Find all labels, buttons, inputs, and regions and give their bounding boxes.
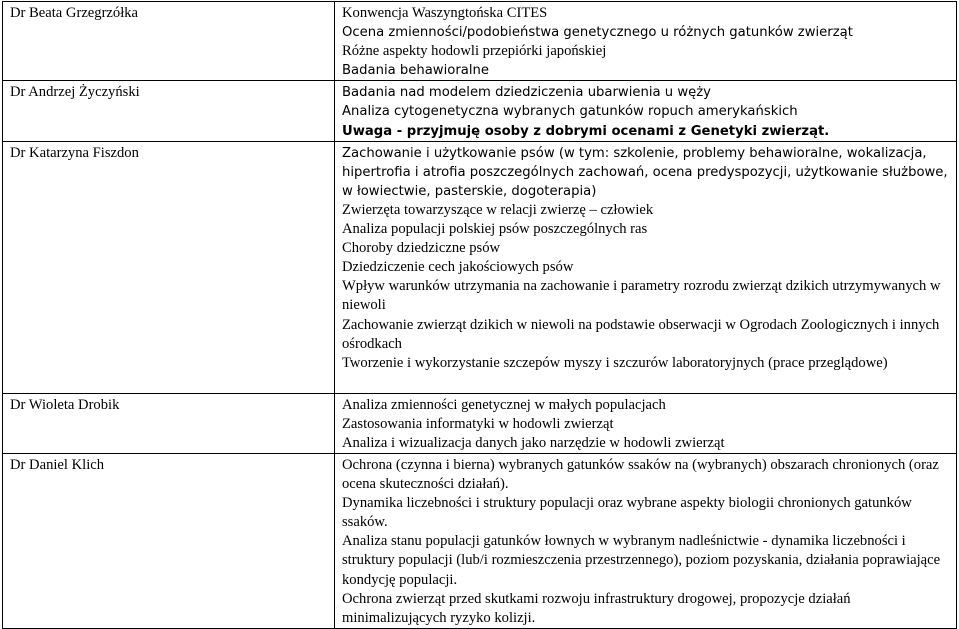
topic-item: Analiza cytogenetyczna wybranych gatunków ropuch amerykańskich — [342, 104, 798, 120]
topic-item: Zachowanie zwierząt dzikich w niewoli na podstawie obserwacji w Ogrodach Zoologicznych i innych ośrodkach — [342, 316, 940, 352]
topics-cell — [335, 2, 957, 81]
topics-cell — [335, 81, 957, 141]
supervisor-name: Dr Andrzej Życzyński — [3, 81, 335, 141]
topics-cell — [335, 453, 957, 628]
topic-item: Analiza populacji polskiej psów poszczególnych ras — [342, 221, 648, 238]
supervisor-name: Dr Katarzyna Fiszdon — [3, 141, 335, 393]
supervisor-name: Dr Beata Grzegrzółka — [3, 2, 335, 81]
topic-item: Różne aspekty hodowli przepiórki japońskiej — [342, 43, 607, 60]
topic-item: Tworzenie i wykorzystanie szczepów myszy i szczurów laboratoryjnych (prace przeglądowe) — [342, 354, 888, 371]
topic-item: Choroby dziedziczne psów — [342, 240, 501, 257]
topic-item: Badania nad modelem dziedziczenia ubarwienia u węży — [342, 85, 711, 101]
topic-note: Uwaga - przyjmuję osoby z dobrymi ocenami z Genetyki zwierząt. — [342, 123, 830, 139]
topic-item: Zastosowania informatyki w hodowli zwierząt — [342, 415, 614, 432]
topic-item: Zwierzęta towarzyszące w relacji zwierzę – człowiek — [342, 201, 654, 218]
topic-item: Analiza zmienności genetycznej w małych populacjach — [342, 396, 666, 413]
topic-item: Zachowanie i użytkowanie psów (w tym: szkolenie, problemy behawioralne, wokalizacja, hipertrofia i atrofia poszczególnych zachowań, ocena predyspozycji, użytkowanie służbowe, w łowiectwie, pasterskie, dogoterapia) — [342, 145, 948, 199]
topic-item: Ocena zmienności/podobieństwa genetycznego u różnych gatunków zwierząt — [342, 25, 853, 41]
supervisor-name: Dr Wioleta Drobik — [3, 393, 335, 453]
topic-item: Konwencja Waszyngtońska CITES — [342, 5, 548, 21]
topic-item: Analiza stanu populacji gatunków łownych w wybranym nadleśnictwie - dynamika liczebności i struktury populacji (lub/i rozmieszczenia przestrzennego), poziom pozyskania, działania poprawiające kondycję populacji. — [342, 533, 941, 588]
topics-cell — [335, 141, 957, 393]
table-row — [3, 141, 957, 393]
supervisor-name: Dr Daniel Klich — [3, 453, 335, 628]
topic-item: Dziedziczenie cech jakościowych psów — [342, 259, 574, 276]
topic-item: Analiza i wizualizacja danych jako narzędzie w hodowli zwierząt — [342, 434, 725, 451]
table-row — [3, 393, 957, 453]
topics-cell — [335, 393, 957, 453]
topic-item: Wpływ warunków utrzymania na zachowanie i parametry rozrodu zwierząt dzikich utrzymywanych w niewoli — [342, 278, 941, 314]
topic-item: Ochrona (czynna i bierna) wybranych gatunków ssaków na (wybranych) obszarach chronionych (oraz ocena skuteczności działań). — [342, 456, 939, 493]
topic-item: Badania behawioralne — [342, 63, 489, 79]
table-row — [3, 453, 957, 628]
table-row — [3, 81, 957, 141]
topic-item: Dynamika liczebności i struktury populacji oraz wybrane aspekty biologii chronionych gatunków ssaków. — [342, 495, 912, 531]
table-row — [3, 2, 957, 81]
supervisors-topics-table — [2, 1, 957, 629]
topic-item: Ochrona zwierząt przed skutkami rozwoju infrastruktury drogowej, propozycje działań minimalizujących ryzyko kolizji. — [342, 590, 851, 626]
